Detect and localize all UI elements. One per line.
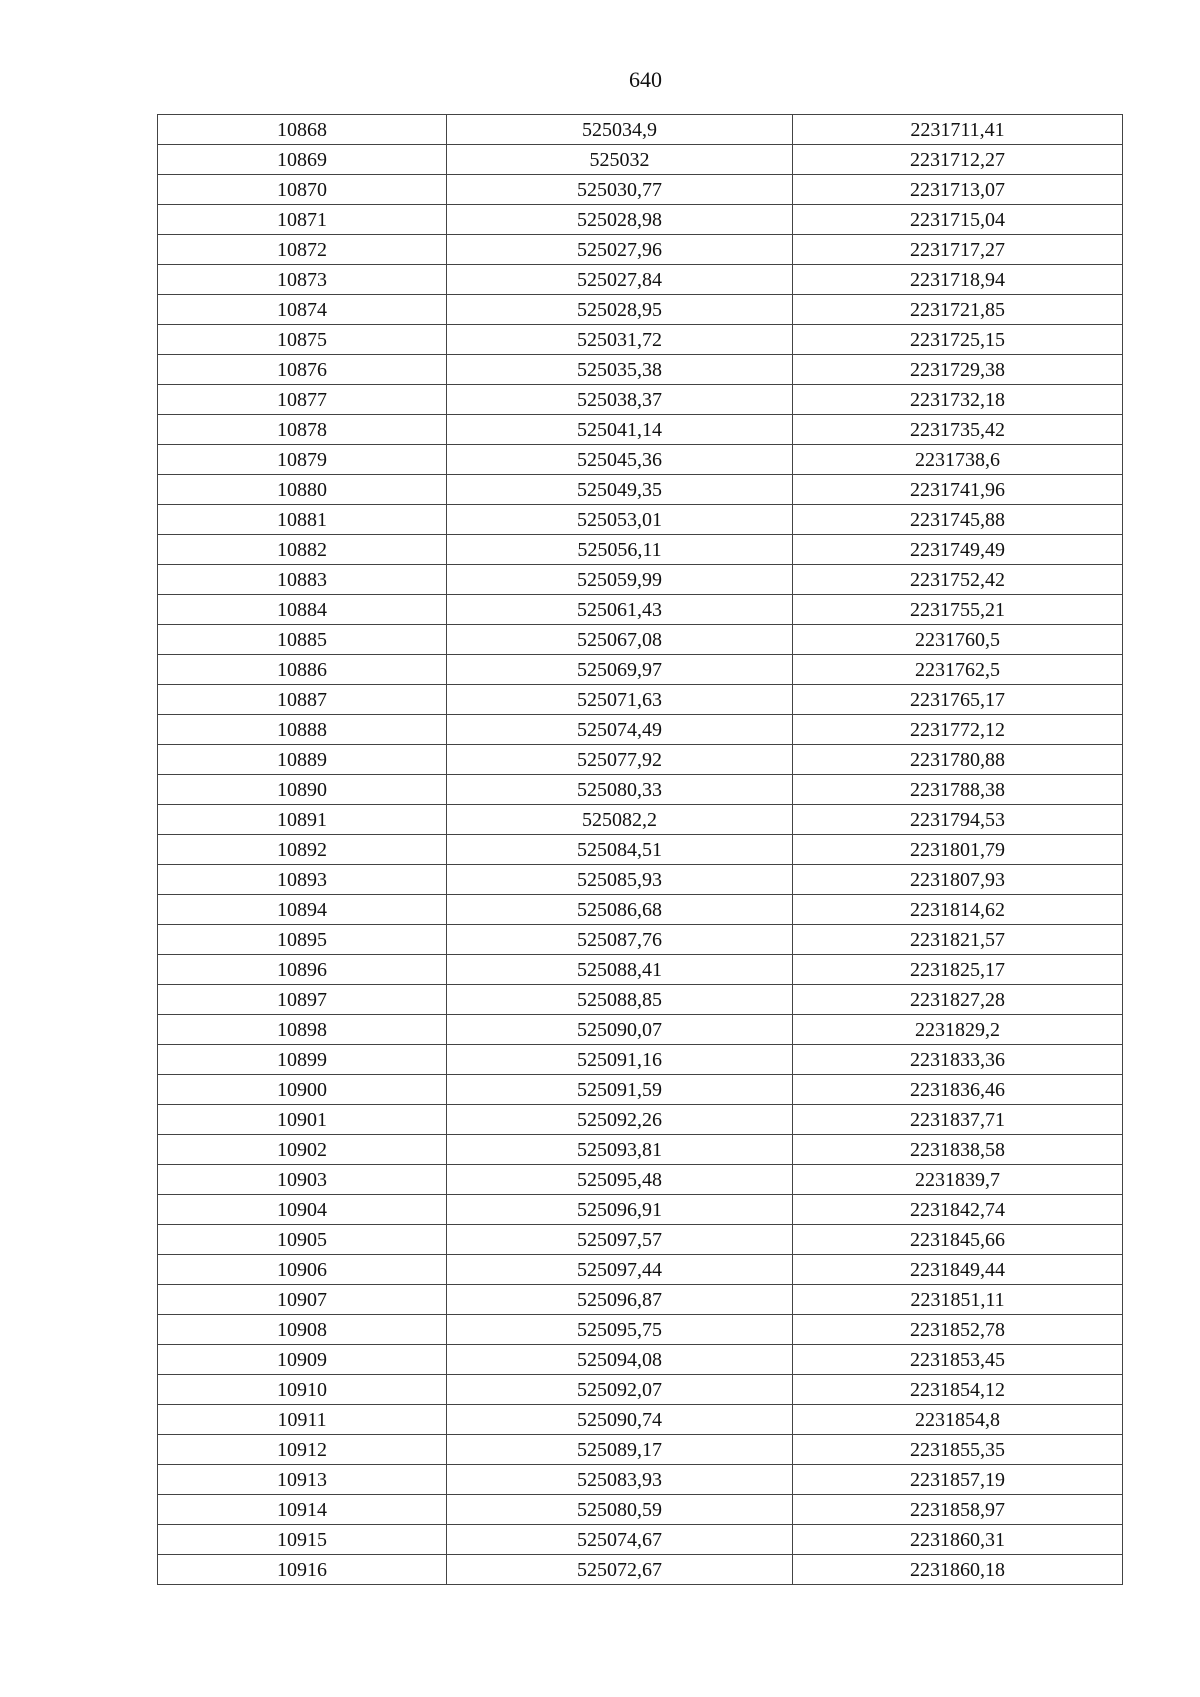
table-row [158, 1285, 1123, 1315]
point-number-cell: 10916 [158, 1555, 447, 1585]
table-row [158, 355, 1123, 385]
table-row [158, 145, 1123, 175]
table-row [158, 325, 1123, 355]
table-row [158, 295, 1123, 325]
x-coordinate-cell: 525096,87 [447, 1285, 793, 1315]
table-row [158, 1435, 1123, 1465]
table-row [158, 805, 1123, 835]
point-number-cell: 10887 [158, 685, 447, 715]
point-number-cell: 10893 [158, 865, 447, 895]
x-coordinate-cell: 525049,35 [447, 475, 793, 505]
y-coordinate-cell: 2231854,8 [793, 1405, 1123, 1435]
table-row [158, 1015, 1123, 1045]
y-coordinate-cell: 2231821,57 [793, 925, 1123, 955]
y-coordinate-cell: 2231738,6 [793, 445, 1123, 475]
x-coordinate-cell: 525094,08 [447, 1345, 793, 1375]
y-coordinate-cell: 2231837,71 [793, 1105, 1123, 1135]
x-coordinate-cell: 525080,59 [447, 1495, 793, 1525]
y-coordinate-cell: 2231857,19 [793, 1465, 1123, 1495]
table-row [158, 1405, 1123, 1435]
x-coordinate-cell: 525034,9 [447, 115, 793, 145]
y-coordinate-cell: 2231780,88 [793, 745, 1123, 775]
y-coordinate-cell: 2231807,93 [793, 865, 1123, 895]
y-coordinate-cell: 2231860,18 [793, 1555, 1123, 1585]
point-number-cell: 10896 [158, 955, 447, 985]
y-coordinate-cell: 2231825,17 [793, 955, 1123, 985]
point-number-cell: 10879 [158, 445, 447, 475]
x-coordinate-cell: 525030,77 [447, 175, 793, 205]
y-coordinate-cell: 2231854,12 [793, 1375, 1123, 1405]
table-row [158, 985, 1123, 1015]
y-coordinate-cell: 2231851,11 [793, 1285, 1123, 1315]
y-coordinate-cell: 2231717,27 [793, 235, 1123, 265]
x-coordinate-cell: 525027,96 [447, 235, 793, 265]
x-coordinate-cell: 525041,14 [447, 415, 793, 445]
point-number-cell: 10910 [158, 1375, 447, 1405]
point-number-cell: 10874 [158, 295, 447, 325]
page-number: 640 [629, 67, 662, 92]
y-coordinate-cell: 2231725,15 [793, 325, 1123, 355]
x-coordinate-cell: 525072,67 [447, 1555, 793, 1585]
x-coordinate-cell: 525089,17 [447, 1435, 793, 1465]
x-coordinate-cell: 525092,07 [447, 1375, 793, 1405]
x-coordinate-cell: 525032 [447, 145, 793, 175]
y-coordinate-cell: 2231760,5 [793, 625, 1123, 655]
point-number-cell: 10870 [158, 175, 447, 205]
point-number-cell: 10894 [158, 895, 447, 925]
point-number-cell: 10895 [158, 925, 447, 955]
x-coordinate-cell: 525096,91 [447, 1195, 793, 1225]
y-coordinate-cell: 2231765,17 [793, 685, 1123, 715]
y-coordinate-cell: 2231860,31 [793, 1525, 1123, 1555]
y-coordinate-cell: 2231741,96 [793, 475, 1123, 505]
point-number-cell: 10909 [158, 1345, 447, 1375]
y-coordinate-cell: 2231721,85 [793, 295, 1123, 325]
point-number-cell: 10898 [158, 1015, 447, 1045]
point-number-cell: 10873 [158, 265, 447, 295]
table-row [158, 625, 1123, 655]
y-coordinate-cell: 2231745,88 [793, 505, 1123, 535]
x-coordinate-cell: 525031,72 [447, 325, 793, 355]
point-number-cell: 10883 [158, 565, 447, 595]
point-number-cell: 10880 [158, 475, 447, 505]
x-coordinate-cell: 525092,26 [447, 1105, 793, 1135]
x-coordinate-cell: 525085,93 [447, 865, 793, 895]
y-coordinate-cell: 2231712,27 [793, 145, 1123, 175]
x-coordinate-cell: 525053,01 [447, 505, 793, 535]
table-row [158, 895, 1123, 925]
table-row [158, 1195, 1123, 1225]
table-row [158, 1465, 1123, 1495]
point-number-cell: 10872 [158, 235, 447, 265]
table-row [158, 1075, 1123, 1105]
x-coordinate-cell: 525091,16 [447, 1045, 793, 1075]
table-row [158, 1495, 1123, 1525]
x-coordinate-cell: 525061,43 [447, 595, 793, 625]
table-row [158, 775, 1123, 805]
x-coordinate-cell: 525028,95 [447, 295, 793, 325]
y-coordinate-cell: 2231752,42 [793, 565, 1123, 595]
point-number-cell: 10913 [158, 1465, 447, 1495]
table-row [158, 925, 1123, 955]
x-coordinate-cell: 525071,63 [447, 685, 793, 715]
table-row [158, 1375, 1123, 1405]
x-coordinate-cell: 525082,2 [447, 805, 793, 835]
table-row [158, 565, 1123, 595]
y-coordinate-cell: 2231715,04 [793, 205, 1123, 235]
table-row [158, 475, 1123, 505]
table-row [158, 865, 1123, 895]
point-number-cell: 10899 [158, 1045, 447, 1075]
table-row [158, 1105, 1123, 1135]
x-coordinate-cell: 525069,97 [447, 655, 793, 685]
point-number-cell: 10891 [158, 805, 447, 835]
y-coordinate-cell: 2231845,66 [793, 1225, 1123, 1255]
point-number-cell: 10907 [158, 1285, 447, 1315]
table-body [158, 115, 1123, 1585]
y-coordinate-cell: 2231801,79 [793, 835, 1123, 865]
y-coordinate-cell: 2231711,41 [793, 115, 1123, 145]
y-coordinate-cell: 2231772,12 [793, 715, 1123, 745]
y-coordinate-cell: 2231858,97 [793, 1495, 1123, 1525]
table-row [158, 265, 1123, 295]
x-coordinate-cell: 525045,36 [447, 445, 793, 475]
point-number-cell: 10908 [158, 1315, 447, 1345]
point-number-cell: 10890 [158, 775, 447, 805]
table-row [158, 1555, 1123, 1585]
x-coordinate-cell: 525091,59 [447, 1075, 793, 1105]
y-coordinate-cell: 2231713,07 [793, 175, 1123, 205]
y-coordinate-cell: 2231829,2 [793, 1015, 1123, 1045]
point-number-cell: 10885 [158, 625, 447, 655]
x-coordinate-cell: 525074,67 [447, 1525, 793, 1555]
y-coordinate-cell: 2231827,28 [793, 985, 1123, 1015]
y-coordinate-cell: 2231732,18 [793, 385, 1123, 415]
table-row [158, 715, 1123, 745]
y-coordinate-cell: 2231814,62 [793, 895, 1123, 925]
x-coordinate-cell: 525095,48 [447, 1165, 793, 1195]
point-number-cell: 10892 [158, 835, 447, 865]
x-coordinate-cell: 525028,98 [447, 205, 793, 235]
table-row [158, 1315, 1123, 1345]
table-row [158, 1255, 1123, 1285]
point-number-cell: 10906 [158, 1255, 447, 1285]
x-coordinate-cell: 525090,07 [447, 1015, 793, 1045]
x-coordinate-cell: 525087,76 [447, 925, 793, 955]
y-coordinate-cell: 2231718,94 [793, 265, 1123, 295]
y-coordinate-cell: 2231755,21 [793, 595, 1123, 625]
point-number-cell: 10912 [158, 1435, 447, 1465]
table-row [158, 235, 1123, 265]
x-coordinate-cell: 525093,81 [447, 1135, 793, 1165]
x-coordinate-cell: 525097,44 [447, 1255, 793, 1285]
point-number-cell: 10903 [158, 1165, 447, 1195]
point-number-cell: 10869 [158, 145, 447, 175]
point-number-cell: 10911 [158, 1405, 447, 1435]
table-row [158, 595, 1123, 625]
point-number-cell: 10900 [158, 1075, 447, 1105]
x-coordinate-cell: 525027,84 [447, 265, 793, 295]
table-row [158, 1225, 1123, 1255]
x-coordinate-cell: 525095,75 [447, 1315, 793, 1345]
x-coordinate-cell: 525080,33 [447, 775, 793, 805]
table-row [158, 835, 1123, 865]
x-coordinate-cell: 525088,85 [447, 985, 793, 1015]
y-coordinate-cell: 2231839,7 [793, 1165, 1123, 1195]
x-coordinate-cell: 525084,51 [447, 835, 793, 865]
y-coordinate-cell: 2231855,35 [793, 1435, 1123, 1465]
x-coordinate-cell: 525097,57 [447, 1225, 793, 1255]
table-row [158, 175, 1123, 205]
x-coordinate-cell: 525086,68 [447, 895, 793, 925]
table-row [158, 205, 1123, 235]
y-coordinate-cell: 2231762,5 [793, 655, 1123, 685]
y-coordinate-cell: 2231836,46 [793, 1075, 1123, 1105]
y-coordinate-cell: 2231853,45 [793, 1345, 1123, 1375]
table-row [158, 685, 1123, 715]
table-row [158, 955, 1123, 985]
table-row [158, 505, 1123, 535]
point-number-cell: 10905 [158, 1225, 447, 1255]
x-coordinate-cell: 525067,08 [447, 625, 793, 655]
point-number-cell: 10897 [158, 985, 447, 1015]
coordinates-table [157, 114, 1123, 1585]
point-number-cell: 10914 [158, 1495, 447, 1525]
table-row [158, 1045, 1123, 1075]
table-row [158, 115, 1123, 145]
x-coordinate-cell: 525088,41 [447, 955, 793, 985]
y-coordinate-cell: 2231794,53 [793, 805, 1123, 835]
table-row [158, 385, 1123, 415]
table-row [158, 1525, 1123, 1555]
x-coordinate-cell: 525056,11 [447, 535, 793, 565]
point-number-cell: 10904 [158, 1195, 447, 1225]
table-row [158, 655, 1123, 685]
x-coordinate-cell: 525077,92 [447, 745, 793, 775]
point-number-cell: 10876 [158, 355, 447, 385]
y-coordinate-cell: 2231849,44 [793, 1255, 1123, 1285]
table-row [158, 1165, 1123, 1195]
point-number-cell: 10889 [158, 745, 447, 775]
table-row [158, 1345, 1123, 1375]
x-coordinate-cell: 525090,74 [447, 1405, 793, 1435]
y-coordinate-cell: 2231735,42 [793, 415, 1123, 445]
x-coordinate-cell: 525083,93 [447, 1465, 793, 1495]
y-coordinate-cell: 2231842,74 [793, 1195, 1123, 1225]
table-row [158, 445, 1123, 475]
y-coordinate-cell: 2231838,58 [793, 1135, 1123, 1165]
point-number-cell: 10915 [158, 1525, 447, 1555]
point-number-cell: 10868 [158, 115, 447, 145]
point-number-cell: 10882 [158, 535, 447, 565]
point-number-cell: 10875 [158, 325, 447, 355]
table-row [158, 415, 1123, 445]
point-number-cell: 10877 [158, 385, 447, 415]
table-row [158, 535, 1123, 565]
table-row [158, 1135, 1123, 1165]
x-coordinate-cell: 525038,37 [447, 385, 793, 415]
point-number-cell: 10881 [158, 505, 447, 535]
y-coordinate-cell: 2231749,49 [793, 535, 1123, 565]
point-number-cell: 10902 [158, 1135, 447, 1165]
y-coordinate-cell: 2231788,38 [793, 775, 1123, 805]
point-number-cell: 10878 [158, 415, 447, 445]
y-coordinate-cell: 2231729,38 [793, 355, 1123, 385]
x-coordinate-cell: 525035,38 [447, 355, 793, 385]
point-number-cell: 10886 [158, 655, 447, 685]
point-number-cell: 10884 [158, 595, 447, 625]
point-number-cell: 10888 [158, 715, 447, 745]
x-coordinate-cell: 525074,49 [447, 715, 793, 745]
point-number-cell: 10901 [158, 1105, 447, 1135]
y-coordinate-cell: 2231852,78 [793, 1315, 1123, 1345]
table-row [158, 745, 1123, 775]
point-number-cell: 10871 [158, 205, 447, 235]
y-coordinate-cell: 2231833,36 [793, 1045, 1123, 1075]
x-coordinate-cell: 525059,99 [447, 565, 793, 595]
